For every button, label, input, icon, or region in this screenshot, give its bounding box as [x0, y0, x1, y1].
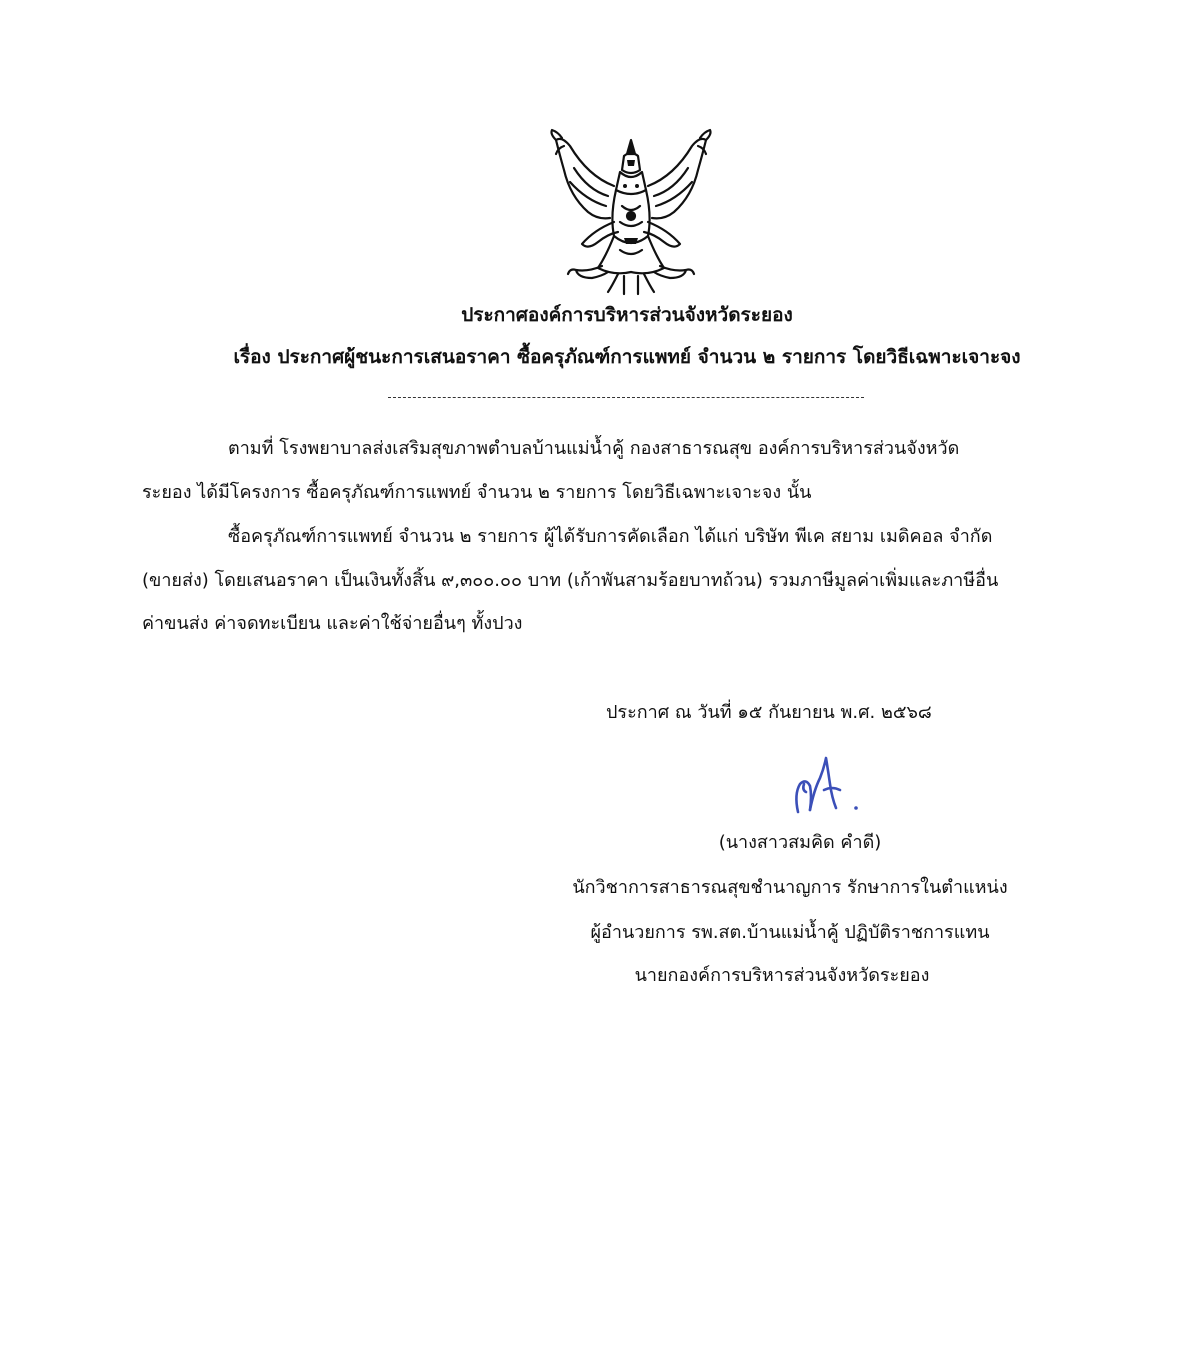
signatory-name: (นางสาวสมคิด คำดี)	[718, 832, 882, 853]
handwritten-signature-icon	[780, 750, 870, 820]
signatory-position-line-2: ผู้อำนวยการ รพ.สต.บ้านแม่น้ำคู้ ปฏิบัติราชการแทน	[590, 922, 990, 943]
paragraph-1-line-2: ระยอง ได้มีโครงการ ซื้อครุภัณฑ์การแพทย์ จำนวน ๒ รายการ โดยวิธีเฉพาะเจาะจง นั้น	[142, 482, 812, 503]
signatory-position-line-3: นายกองค์การบริหารส่วนจังหวัดระยอง	[634, 965, 930, 986]
header-divider	[388, 397, 864, 398]
document-title: ประกาศองค์การบริหารส่วนจังหวัดระยอง	[461, 304, 793, 326]
paragraph-2-line-3: ค่าขนส่ง ค่าจดทะเบียน และค่าใช้จ่ายอื่นๆ ทั้งปวง	[142, 613, 523, 634]
document-subject: เรื่อง ประกาศผู้ชนะการเสนอราคา ซื้อครุภัณฑ์การแพทย์ จำนวน ๒ รายการ โดยวิธีเฉพาะเจาะจง	[233, 346, 1021, 368]
garuda-emblem-icon	[548, 126, 714, 298]
paragraph-2-line-2: (ขายส่ง) โดยเสนอราคา เป็นเงินทั้งสิ้น ๙,๓๐๐.๐๐ บาท (เก้าพันสามร้อยบาทถ้วน) รวมภาษีมูลค่าเพิ่มและภาษีอื่น	[142, 570, 999, 591]
announcement-date: ประกาศ ณ วันที่ ๑๕ กันยายน พ.ศ. ๒๕๖๘	[606, 702, 932, 723]
signatory-position-line-1: นักวิชาการสาธารณสุขชำนาญการ รักษาการในตำแหน่ง	[572, 877, 1008, 898]
paragraph-1-line-1: ตามที่ โรงพยาบาลส่งเสริมสุขภาพตำบลบ้านแม่น้ำคู้ กองสาธารณสุข องค์การบริหารส่วนจังหวัด	[228, 438, 960, 459]
paragraph-2-line-1: ซื้อครุภัณฑ์การแพทย์ จำนวน ๒ รายการ ผู้ได้รับการคัดเลือก ได้แก่ บริษัท พีเค สยาม เมดิคอล จำกัด	[228, 526, 993, 547]
